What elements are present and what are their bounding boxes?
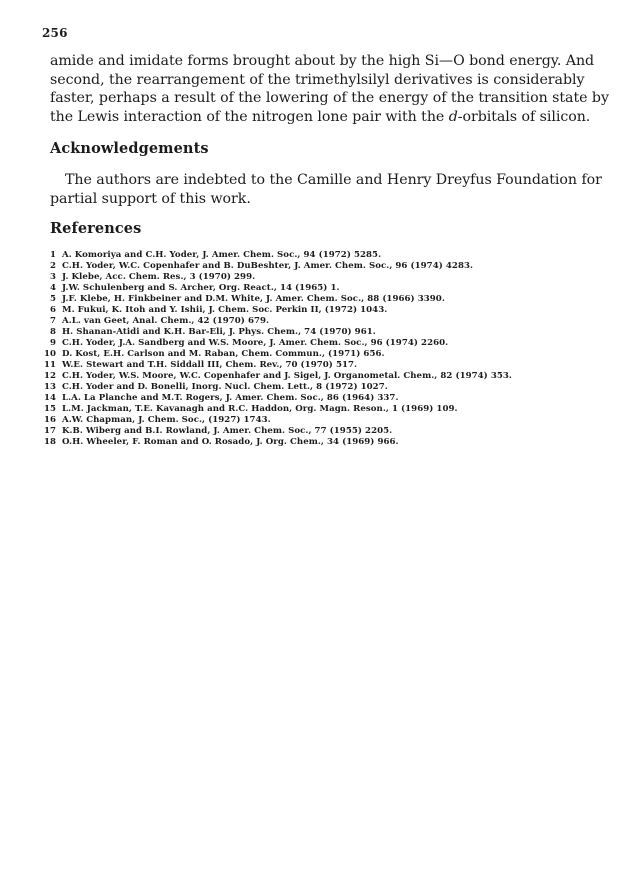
page-number: 256 bbox=[42, 26, 68, 40]
paragraph-line: second, the rearrangement of the trimethylsilyl derivatives is considerably bbox=[50, 71, 585, 88]
reference-item bbox=[40, 305, 630, 316]
reference-item bbox=[40, 393, 630, 404]
reference-text: A.L. van Geet, Anal. Chem., 42 (1970) 679. bbox=[62, 316, 270, 326]
references-list bbox=[40, 250, 630, 448]
reference-number: 18 bbox=[43, 437, 56, 447]
paragraph-line: partial support of this work. bbox=[50, 190, 251, 207]
reference-item bbox=[40, 404, 630, 415]
reference-item bbox=[40, 338, 630, 349]
body-paragraph bbox=[50, 52, 610, 126]
reference-number: 6 bbox=[49, 305, 56, 315]
reference-item bbox=[40, 294, 630, 305]
acknowledgements-paragraph bbox=[50, 171, 610, 208]
reference-item bbox=[40, 272, 630, 283]
reference-number: 7 bbox=[49, 316, 56, 326]
reference-item bbox=[40, 283, 630, 294]
reference-number: 1 bbox=[49, 250, 56, 260]
reference-number: 4 bbox=[49, 283, 56, 293]
reference-number: 5 bbox=[49, 294, 56, 304]
reference-number: 8 bbox=[49, 327, 56, 337]
paragraph-line: amide and imidate forms brought about by the high Si—O bond energy. And bbox=[50, 53, 595, 69]
reference-text: C.H. Yoder and D. Bonelli, Inorg. Nucl. Chem. Lett., 8 (1972) 1027. bbox=[62, 382, 388, 392]
reference-number: 13 bbox=[43, 382, 56, 392]
reference-item bbox=[40, 360, 630, 371]
reference-number: 17 bbox=[43, 426, 56, 436]
reference-text: C.H. Yoder, W.C. Copenhafer and B. DuBeshter, J. Amer. Chem. Soc., 96 (1974) 4283. bbox=[62, 261, 474, 271]
paragraph-line bbox=[50, 108, 610, 127]
reference-text: M. Fukui, K. Itoh and Y. Ishii, J. Chem. Soc. Perkin II, (1972) 1043. bbox=[62, 305, 388, 315]
reference-text: L.M. Jackman, T.E. Kavanagh and R.C. Haddon, Org. Magn. Reson., 1 (1969) 109. bbox=[62, 404, 458, 414]
paragraph-line-text: the Lewis interaction of the nitrogen lone pair with the bbox=[50, 108, 449, 125]
reference-number: 3 bbox=[49, 272, 56, 282]
reference-text: H. Shanan-Atidi and K.H. Bar-Eli, J. Phys. Chem., 74 (1970) 961. bbox=[62, 327, 376, 337]
reference-item bbox=[40, 382, 630, 393]
reference-text: J. Klebe, Acc. Chem. Res., 3 (1970) 299. bbox=[62, 272, 256, 282]
reference-number: 10 bbox=[43, 349, 56, 359]
reference-text: K.B. Wiberg and B.I. Rowland, J. Amer. Chem. Soc., 77 (1955) 2205. bbox=[62, 426, 393, 436]
reference-text: A. Komoriya and C.H. Yoder, J. Amer. Chem. Soc., 94 (1972) 5285. bbox=[62, 250, 382, 260]
reference-item bbox=[40, 250, 630, 261]
reference-text: J.W. Schulenberg and S. Archer, Org. React., 14 (1965) 1. bbox=[62, 283, 340, 293]
reference-number: 12 bbox=[43, 371, 56, 381]
reference-text: O.H. Wheeler, F. Roman and O. Rosado, J. Org. Chem., 34 (1969) 966. bbox=[62, 437, 399, 447]
reference-text: L.A. La Planche and M.T. Rogers, J. Amer. Chem. Soc., 86 (1964) 337. bbox=[62, 393, 399, 403]
reference-item bbox=[40, 349, 630, 360]
reference-number: 2 bbox=[49, 261, 56, 271]
italic-d: d bbox=[448, 108, 458, 125]
reference-text: C.H. Yoder, J.A. Sandberg and W.S. Moore, J. Amer. Chem. Soc., 96 (1974) 2260. bbox=[62, 338, 449, 348]
reference-item bbox=[40, 316, 630, 327]
reference-item bbox=[40, 437, 630, 448]
references-heading: References bbox=[50, 220, 142, 237]
reference-number: 9 bbox=[49, 338, 56, 348]
paragraph-line-text: The authors are indebted to the Camille and Henry Dreyfus Foundation for bbox=[65, 172, 602, 188]
reference-item bbox=[40, 327, 630, 338]
reference-item bbox=[40, 371, 630, 382]
reference-text: A.W. Chapman, J. Chem. Soc., (1927) 1743. bbox=[62, 415, 271, 425]
reference-text: D. Kost, E.H. Carlson and M. Raban, Chem. Commun., (1971) 656. bbox=[62, 349, 385, 359]
reference-item bbox=[40, 426, 630, 437]
reference-number: 15 bbox=[43, 404, 56, 414]
paragraph-line-text: -orbitals of silicon. bbox=[457, 108, 591, 125]
reference-item bbox=[40, 415, 630, 426]
reference-item bbox=[40, 261, 630, 272]
reference-number: 14 bbox=[43, 393, 56, 403]
reference-text: C.H. Yoder, W.S. Moore, W.C. Copenhafer and J. Sigel, J. Organometal. Chem., 82 (1974) 353. bbox=[62, 371, 512, 381]
paragraph-line: faster, perhaps a result of the lowering of the energy of the transition state by bbox=[50, 90, 609, 106]
reference-number: 11 bbox=[43, 360, 56, 370]
reference-number: 16 bbox=[43, 415, 56, 425]
acknowledgements-heading: Acknowledgements bbox=[50, 140, 209, 157]
reference-text: J.F. Klebe, H. Finkbeiner and D.M. White, J. Amer. Chem. Soc., 88 (1966) 3390. bbox=[62, 294, 445, 304]
paragraph-line bbox=[50, 171, 610, 190]
reference-text: W.E. Stewart and T.H. Siddall III, Chem. Rev., 70 (1970) 517. bbox=[62, 360, 358, 370]
